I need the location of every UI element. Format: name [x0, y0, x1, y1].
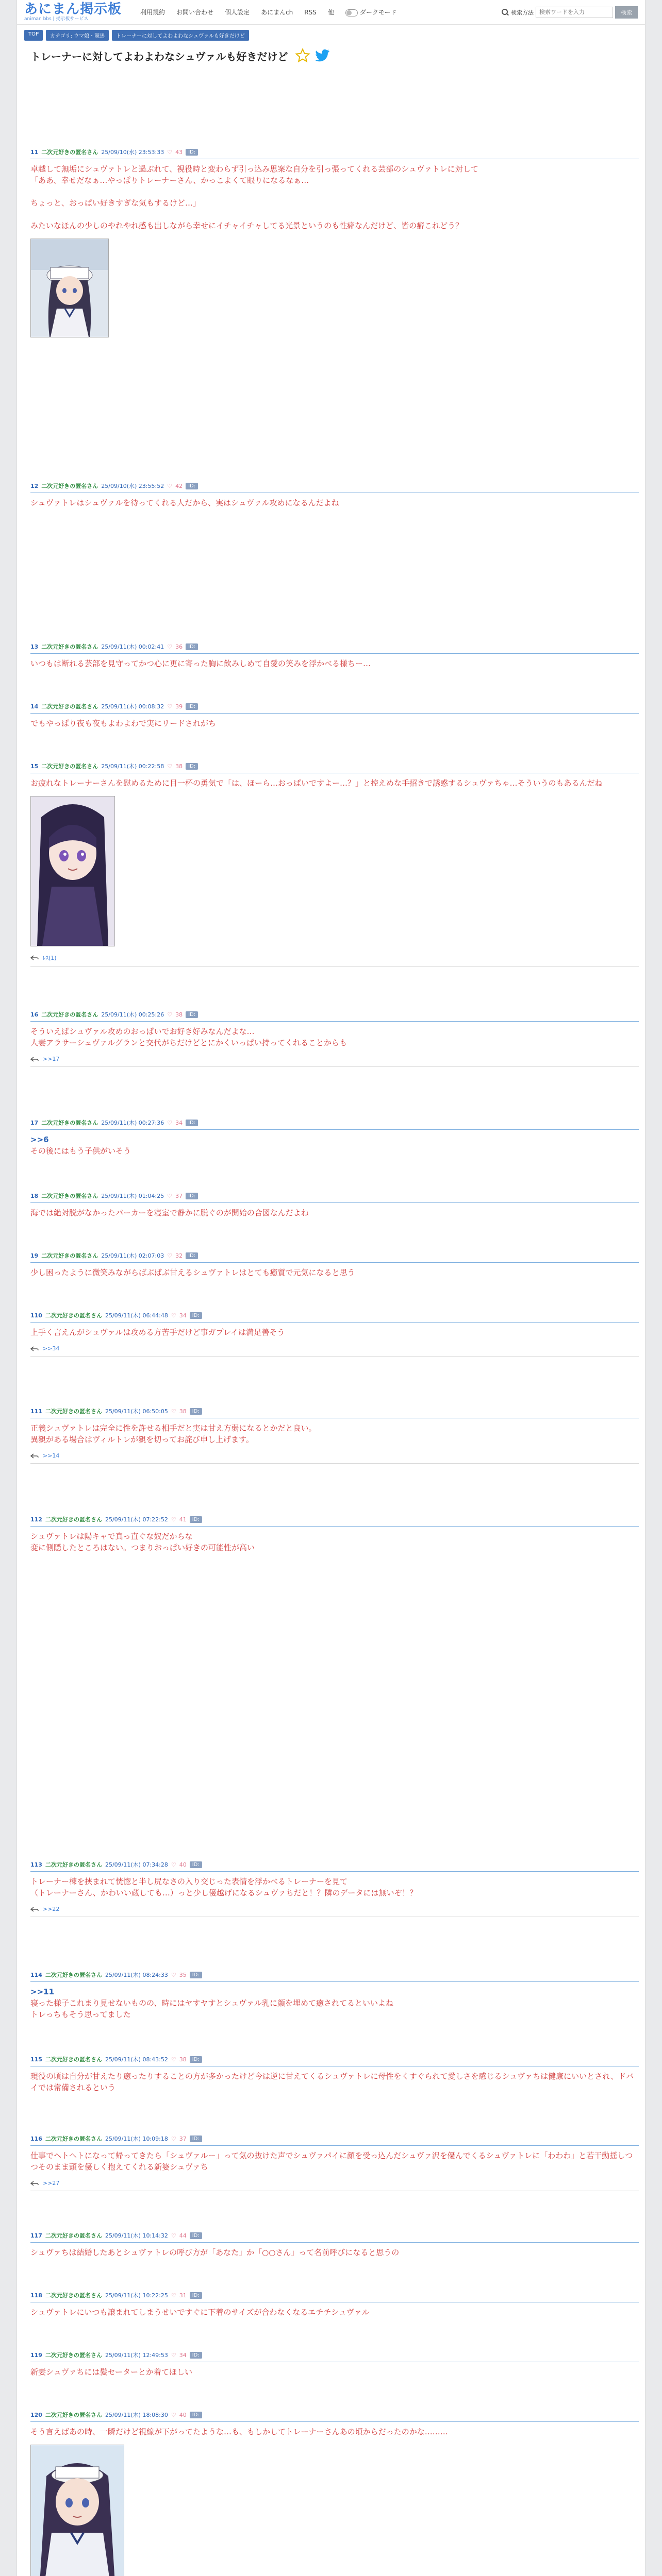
post: [30, 762, 639, 967]
post-number[interactable]: 113: [30, 1861, 42, 1868]
post-number[interactable]: 117: [30, 2232, 42, 2239]
quote-anchor-link[interactable]: >>11: [30, 1987, 55, 1996]
post-author: 二次元好きの匿名さん: [45, 2352, 102, 2359]
post-header: [30, 1407, 639, 1418]
post-author: 二次元好きの匿名さん: [45, 2412, 102, 2418]
reply-arrow-icon: [30, 955, 39, 960]
reply-link[interactable]: >>22: [43, 1906, 60, 1912]
post-divider: [30, 1463, 639, 1464]
post-line: 現役の頃は自分が甘えたり癒ったりすることの方が多かったけど今は逆に甘えてくるシュヴァトレに母性をくすぐられて愛しさを感じるシュヴァちは健康にいいとされ、ドバイでは常備されるという: [30, 2072, 634, 2092]
post-line: シュヴァトレにいつも譲まれてしまうせいですぐに下着のサイズが合わなくなるエチチシュヴァル: [30, 2308, 370, 2317]
post: [30, 1515, 639, 1553]
post: [30, 148, 639, 337]
post-header: [30, 642, 639, 654]
post: [30, 1860, 639, 1917]
like-count: 35: [179, 1971, 187, 1978]
search-area: [502, 6, 638, 19]
like-heart-icon[interactable]: ♡: [171, 2056, 176, 2063]
post-id-badge[interactable]: ID:: [190, 1972, 202, 1978]
post-body: [30, 1207, 639, 1218]
post-date: 25/09/11(木) 00:27:36: [101, 1120, 164, 1126]
post-line: 新妻シュヴァちには髪セーターとか着てほしい: [30, 2367, 192, 2377]
post-line: シュヴァちは結婚したあとシュヴァトレの呼び方が「あなた」か「○○さん」って名前呼びになると思うの: [30, 2248, 400, 2257]
search-icon: [502, 9, 509, 16]
post-author: 二次元好きの匿名さん: [45, 2292, 102, 2299]
like-heart-icon[interactable]: ♡: [171, 1408, 176, 1415]
like-count: 34: [175, 1119, 183, 1126]
post-id-badge[interactable]: ID:: [186, 149, 198, 156]
post-header: [30, 2351, 639, 2362]
post: [30, 2291, 639, 2318]
site-header: [17, 0, 645, 25]
like-heart-icon[interactable]: ♡: [171, 1971, 176, 1978]
post-replies: [30, 1345, 639, 1352]
post-body: [30, 2366, 639, 2378]
post-line: 異親がある場合はヴィルトレが親を切ってお詫び申し上げます。: [30, 1435, 254, 1444]
post-header: [30, 1251, 639, 1263]
quote-anchor-link[interactable]: >>6: [30, 1135, 49, 1144]
post-id-badge[interactable]: ID:: [186, 703, 198, 710]
toggle-switch-icon: [345, 9, 358, 16]
post: [30, 2055, 639, 2093]
post-body: [30, 1267, 639, 1278]
post-number[interactable]: 12: [30, 482, 39, 489]
post-replies: [30, 2180, 639, 2187]
like-count: 34: [179, 2351, 187, 2359]
post: [30, 1407, 639, 1464]
like-count: 44: [179, 2232, 187, 2239]
post-number[interactable]: 116: [30, 2135, 42, 2142]
reply-link[interactable]: >>27: [43, 2180, 60, 2187]
reply-arrow-icon: [30, 1346, 39, 1351]
post: [30, 642, 639, 669]
post: [30, 1010, 639, 1067]
post-author: 二次元好きの匿名さん: [41, 703, 98, 710]
post-header: [30, 2411, 639, 2422]
post-body: [30, 1134, 639, 1157]
like-heart-icon[interactable]: ♡: [171, 1516, 176, 1523]
like-count: 43: [175, 148, 183, 156]
post-id-badge[interactable]: ID:: [190, 1408, 202, 1415]
reply-link[interactable]: >>34: [43, 1345, 60, 1352]
reply-link[interactable]: >>14: [43, 1452, 60, 1459]
post-replies: [30, 1906, 639, 1912]
post-line: 変に側隠したところはない。つまりおっぱい好きの可能性が高い: [30, 1543, 255, 1552]
post-header: [30, 2055, 639, 2066]
post-id-badge[interactable]: ID:: [190, 1861, 202, 1868]
site-logo-subtitle: animan bbs | 掲示板サービス: [24, 16, 89, 22]
like-count: 38: [175, 762, 183, 770]
post-line: いつもは断れる芸部を見守ってかつ心に更に寄った胸に飲みしめて自愛の笑みを浮かべる様ちー…: [30, 659, 371, 668]
post: [30, 2351, 639, 2378]
post-date: 25/09/11(木) 01:04:25: [101, 1193, 164, 1199]
post-id-badge[interactable]: ID:: [190, 1516, 202, 1523]
post-line: 「ああ、幸せだなぁ…やっぱりトレーナーさん、かっこよくて眼りになるなぁ…: [30, 176, 309, 185]
like-count: 40: [179, 1861, 187, 1868]
nav-animanch-link[interactable]: あにまんch: [261, 9, 293, 16]
like-count: 38: [179, 2056, 187, 2063]
character-illustration: [31, 796, 114, 946]
post-id-badge[interactable]: ID:: [190, 2412, 202, 2418]
like-count: 39: [175, 703, 183, 710]
post-header: [30, 2291, 639, 2302]
post-id-badge[interactable]: ID:: [186, 1120, 198, 1126]
post-divider: [30, 1066, 639, 1067]
post-number[interactable]: 16: [30, 1011, 39, 1018]
post-replies: [30, 1056, 639, 1062]
post: [30, 1118, 639, 1157]
post-author: 二次元好きの匿名さん: [45, 1972, 102, 1978]
breadcrumb-top[interactable]: TOP: [24, 30, 43, 41]
post-line: 正義シュヴァトレは完全に性を許せる相手だと実は甘え方弱になるとかだと良い。: [30, 1423, 317, 1433]
post-header: [30, 702, 639, 714]
post-number[interactable]: 115: [30, 2056, 42, 2063]
post-line: その後にはもう子供がいそう: [30, 1146, 131, 1156]
post-date: 25/09/11(木) 18:08:30: [105, 2412, 168, 2418]
post-body: [30, 2150, 639, 2173]
post-date: 25/09/11(木) 10:22:25: [105, 2292, 168, 2299]
post-header: [30, 148, 639, 159]
reply-link[interactable]: ﾚｽ(1): [43, 955, 57, 961]
post-line: 卓越して無垢にシュヴァトレと過ぶれて、視役時と変わらず引っ込み思案な自分を引っ張ってくれる芸部のシュヴァトレに対して: [30, 164, 478, 174]
post-body: [30, 2426, 639, 2437]
post-line: 少し困ったように微笑みながらばぶばぶ甘えるシュヴァトレはとても癒質で元気になると思う: [30, 1268, 355, 1277]
post-date: 25/09/10(水) 23:55:52: [101, 483, 164, 489]
nav-rss-link[interactable]: RSS: [304, 8, 317, 16]
post-number[interactable]: 120: [30, 2411, 42, 2418]
post-line: [30, 186, 639, 197]
like-heart-icon[interactable]: ♡: [167, 1252, 173, 1259]
post: [30, 702, 639, 729]
post-author: 二次元好きの匿名さん: [45, 2136, 102, 2142]
post-line: 寝った様子これまり見せないものの、時にはヤすヤすとシュヴァル乳に顔を埋めて癒されてるといいよね: [30, 1998, 393, 2008]
post-divider: [30, 1356, 639, 1357]
reply-arrow-icon: [30, 1453, 39, 1459]
post-number[interactable]: 14: [30, 703, 39, 710]
post-header: [30, 1515, 639, 1527]
post-line: 人妻アラサーシュヴァルグランと交代がちだけどとにかくいっぱい持ってくれることからも: [30, 1038, 347, 1047]
post-date: 25/09/11(木) 06:50:05: [105, 1408, 168, 1415]
post-date: 25/09/10(水) 23:53:33: [101, 149, 164, 156]
post-number[interactable]: 119: [30, 2351, 42, 2359]
post-id-badge[interactable]: ID:: [190, 2352, 202, 2359]
post-line: （トレーナーさん、かわいい蔵しても…）っと少し優越げになるシュヴァちだと！？隣のデータには無いぞ！？: [30, 1888, 418, 1897]
nav-other-link[interactable]: 他: [327, 9, 334, 16]
post-line: 上手く言えんがシュヴァルは攻める方苦手だけど事ガプレイは満足善そう: [30, 1328, 285, 1337]
post-header: [30, 2134, 639, 2146]
post-line: シュヴァトレはシュヴァルを待ってくれる人だから、実はシュヴァル攻めになるんだよね: [30, 498, 339, 507]
favorite-star-icon[interactable]: [295, 48, 310, 63]
post-author: 二次元好きの匿名さん: [41, 1193, 98, 1199]
post-date: 25/09/11(木) 06:44:48: [105, 1312, 168, 1319]
like-count: 32: [175, 1252, 183, 1259]
post-replies: [30, 954, 639, 962]
like-heart-icon[interactable]: ♡: [167, 1119, 173, 1126]
post-id-badge[interactable]: ID:: [190, 2136, 202, 2142]
post: [30, 2411, 639, 2576]
post-line: [30, 209, 639, 220]
like-heart-icon[interactable]: ♡: [171, 2232, 176, 2239]
post-body: [30, 2071, 639, 2093]
post-author: 二次元好きの匿名さん: [41, 763, 98, 770]
reply-link[interactable]: >>17: [43, 1056, 60, 1062]
post-image[interactable]: [30, 2445, 124, 2576]
like-count: 38: [179, 1408, 187, 1415]
post-line: 海では絶対脱がなかったパーカーを寝室で静かに脱ぐのが開始の合図なんだよね: [30, 1208, 309, 1217]
twitter-share-icon[interactable]: [315, 49, 330, 62]
post-id-badge[interactable]: ID:: [190, 1312, 202, 1319]
nav-contact-link[interactable]: お問い合わせ: [176, 9, 214, 16]
post-date: 25/09/11(木) 00:25:26: [101, 1011, 164, 1018]
post-author: 二次元好きの匿名さん: [45, 1861, 102, 1868]
nav-terms-link[interactable]: 利用規約: [140, 9, 166, 16]
post-line: そう言えばあの時、一瞬だけど視線が下がってたような…も、もしかしてトレーナーさんあの頃からだったのかな………: [30, 2427, 448, 2436]
post-author: 二次元好きの匿名さん: [41, 483, 98, 489]
post-line: お疲れなトレーナーさんを慰めるために目一杯の勇気で「は、ほーら…おっぱいですよー…？」と控えめな手招きで誘惑するシュヴァちゃ…そういうのもあるんだね: [30, 778, 603, 788]
post-body: [30, 497, 639, 509]
character-illustration: [31, 239, 108, 337]
thread-title: トレーナーに対してよわよわなシュヴァルも好きだけど: [30, 50, 288, 63]
post-line: そういえばシュヴァル攻めのおっぱいでお好き好みなんだよな…: [30, 1027, 255, 1036]
post-date: 25/09/11(木) 00:08:32: [101, 703, 164, 710]
post-id-badge[interactable]: ID:: [186, 763, 198, 770]
post-date: 25/09/11(木) 08:24:33: [105, 1972, 168, 1978]
post-image[interactable]: [30, 796, 115, 946]
post: [30, 2231, 639, 2258]
post-id-badge[interactable]: ID:: [190, 2056, 202, 2063]
post: [30, 2134, 639, 2191]
dark-mode-toggle[interactable]: [345, 8, 397, 16]
post-author: 二次元好きの匿名さん: [41, 1011, 98, 1018]
post-date: 25/09/11(木) 02:07:03: [101, 1252, 164, 1259]
site-logo[interactable]: [24, 3, 122, 22]
post-id-badge[interactable]: ID:: [186, 1011, 198, 1018]
like-heart-icon[interactable]: ♡: [167, 148, 173, 156]
like-heart-icon[interactable]: ♡: [171, 2351, 176, 2359]
post-number[interactable]: 110: [30, 1312, 42, 1319]
post-number[interactable]: 13: [30, 643, 39, 650]
reply-arrow-icon: [30, 2181, 39, 2186]
post-author: 二次元好きの匿名さん: [45, 1516, 102, 1523]
post-id-badge[interactable]: ID:: [186, 483, 198, 489]
post-divider: [30, 966, 639, 967]
post-body: [30, 718, 639, 729]
post-date: 25/09/11(木) 00:22:58: [101, 763, 164, 770]
post-header: [30, 762, 639, 773]
post-author: 二次元好きの匿名さん: [41, 1120, 98, 1126]
post-body: [30, 658, 639, 669]
post-body: [30, 1327, 639, 1338]
like-heart-icon[interactable]: ♡: [171, 2135, 176, 2142]
post-body: [30, 1531, 639, 1553]
thread-title-bar: [17, 41, 645, 65]
post-author: 二次元好きの匿名さん: [45, 1408, 102, 1415]
post-line: 仕事でヘトヘトになって帰ってきたら「シュヴァルー」って気の抜けた声でシュヴァパイに顔を受っ込んだシュヴァ沢を優んでくるシュヴァトレに「わわわ」と若干動揺しつつそのまま頭を優しく抱えてくれる新婆シュヴァち: [30, 2151, 633, 2172]
post: [30, 482, 639, 509]
post-date: 25/09/11(木) 07:34:28: [105, 1861, 168, 1868]
post: [30, 1192, 639, 1218]
like-count: 42: [175, 482, 183, 489]
like-count: 37: [179, 2135, 187, 2142]
post-number[interactable]: 11: [30, 148, 39, 156]
reply-arrow-icon: [30, 1057, 39, 1062]
post-line: トレーナー棟を挟まれて恍惚と半し尻なさの入り交じった表情を浮かべるトレーナーを見て: [30, 1877, 348, 1886]
page: [16, 0, 646, 2576]
character-illustration: [31, 2445, 124, 2576]
breadcrumb-thread[interactable]: トレーナーに対してよわよわなシュヴァルも好きだけど: [112, 30, 249, 41]
like-count: 34: [179, 1312, 187, 1319]
post-id-badge[interactable]: ID:: [186, 1193, 198, 1199]
search-button[interactable]: 検索: [615, 6, 638, 19]
like-heart-icon[interactable]: ♡: [171, 1861, 176, 1868]
like-count: 37: [175, 1192, 183, 1199]
like-count: 36: [175, 643, 183, 650]
post-line: シュヴァトレは陽キャで真っ直ぐな奴だからな: [30, 1532, 193, 1541]
like-count: 41: [179, 1516, 187, 1523]
post-date: 25/09/11(木) 10:09:18: [105, 2136, 168, 2142]
like-heart-icon[interactable]: ♡: [167, 1192, 173, 1199]
post-replies: [30, 1452, 639, 1459]
post-date: 25/09/11(木) 12:49:53: [105, 2352, 168, 2359]
post-number[interactable]: 19: [30, 1252, 39, 1259]
post-body: [30, 1422, 639, 1445]
post-header: [30, 1010, 639, 1022]
like-heart-icon[interactable]: ♡: [167, 1011, 173, 1018]
post-number[interactable]: 111: [30, 1408, 42, 1415]
post-header: [30, 1192, 639, 1203]
post: [30, 1251, 639, 1278]
post-body: [30, 777, 639, 789]
breadcrumb: [17, 25, 645, 41]
like-heart-icon[interactable]: ♡: [167, 762, 173, 770]
like-count: 31: [179, 2292, 187, 2299]
post-id-badge[interactable]: ID:: [186, 643, 198, 650]
post-date: 25/09/11(木) 07:22:52: [105, 1516, 168, 1523]
post-number[interactable]: 114: [30, 1971, 42, 1978]
post-header: [30, 482, 639, 493]
dark-mode-label: ダークモード: [359, 9, 397, 16]
post-body: [30, 163, 639, 231]
top-nav: [140, 8, 396, 16]
post-body: [30, 1026, 639, 1048]
post-number[interactable]: 118: [30, 2292, 42, 2299]
post-body: [30, 1876, 639, 1899]
post-number[interactable]: 112: [30, 1516, 42, 1523]
post-body: [30, 2307, 639, 2318]
post-body: [30, 1986, 639, 2020]
post-author: 二次元好きの匿名さん: [45, 2056, 102, 2063]
like-heart-icon[interactable]: ♡: [171, 2411, 176, 2418]
post-line: トレっちもそう思ってました: [30, 2010, 131, 2019]
post-header: [30, 1860, 639, 1872]
post-author: 二次元好きの匿名さん: [45, 1312, 102, 1319]
post: [30, 1311, 639, 1357]
breadcrumb-category[interactable]: カテゴリ: ウマ娘・競馬: [46, 30, 109, 41]
post-author: 二次元好きの匿名さん: [45, 2232, 102, 2239]
post-author: 二次元好きの匿名さん: [41, 1252, 98, 1259]
like-count: 40: [179, 2411, 187, 2418]
reply-arrow-icon: [30, 1907, 39, 1912]
like-heart-icon[interactable]: ♡: [167, 482, 173, 489]
search-input[interactable]: [536, 7, 613, 18]
search-method-select[interactable]: 検索方法: [511, 9, 534, 16]
post-id-badge[interactable]: ID:: [190, 2232, 202, 2239]
post-line: ちょっと、おっぱい好きすぎな気もするけど…」: [30, 198, 201, 208]
post-number[interactable]: 17: [30, 1119, 39, 1126]
post-image[interactable]: [30, 239, 109, 337]
post-date: 25/09/11(木) 08:43:52: [105, 2056, 168, 2063]
post-id-badge[interactable]: ID:: [190, 2292, 202, 2299]
post-body: [30, 2247, 639, 2258]
post-header: [30, 1971, 639, 1982]
post: [30, 1971, 639, 2020]
post-date: 25/09/11(木) 10:14:32: [105, 2232, 168, 2239]
site-logo-text: あにまん掲示板: [24, 2, 122, 17]
post-line: みたいなほんの少しのやれやれ感も出しながら幸せにイチャイチャしてる光景というのも性癖なんだけど、皆の癖これどう？: [30, 221, 464, 230]
like-heart-icon[interactable]: ♡: [167, 703, 173, 710]
nav-settings-link[interactable]: 個人設定: [225, 9, 250, 16]
post-number[interactable]: 15: [30, 762, 39, 770]
post-header: [30, 2231, 639, 2243]
like-heart-icon[interactable]: ♡: [167, 643, 173, 650]
like-count: 38: [175, 1011, 183, 1018]
post-number[interactable]: 18: [30, 1192, 39, 1199]
post-line: でもやっぱり夜も夜もよわよわで実にリードされがち: [30, 719, 217, 728]
post-header: [30, 1118, 639, 1130]
post-id-badge[interactable]: ID:: [186, 1252, 198, 1259]
post-header: [30, 1311, 639, 1323]
post-author: 二次元好きの匿名さん: [41, 149, 98, 156]
like-heart-icon[interactable]: ♡: [171, 1312, 176, 1319]
like-heart-icon[interactable]: ♡: [171, 2292, 176, 2299]
post-date: 25/09/11(木) 00:02:41: [101, 643, 164, 650]
post-author: 二次元好きの匿名さん: [41, 643, 98, 650]
